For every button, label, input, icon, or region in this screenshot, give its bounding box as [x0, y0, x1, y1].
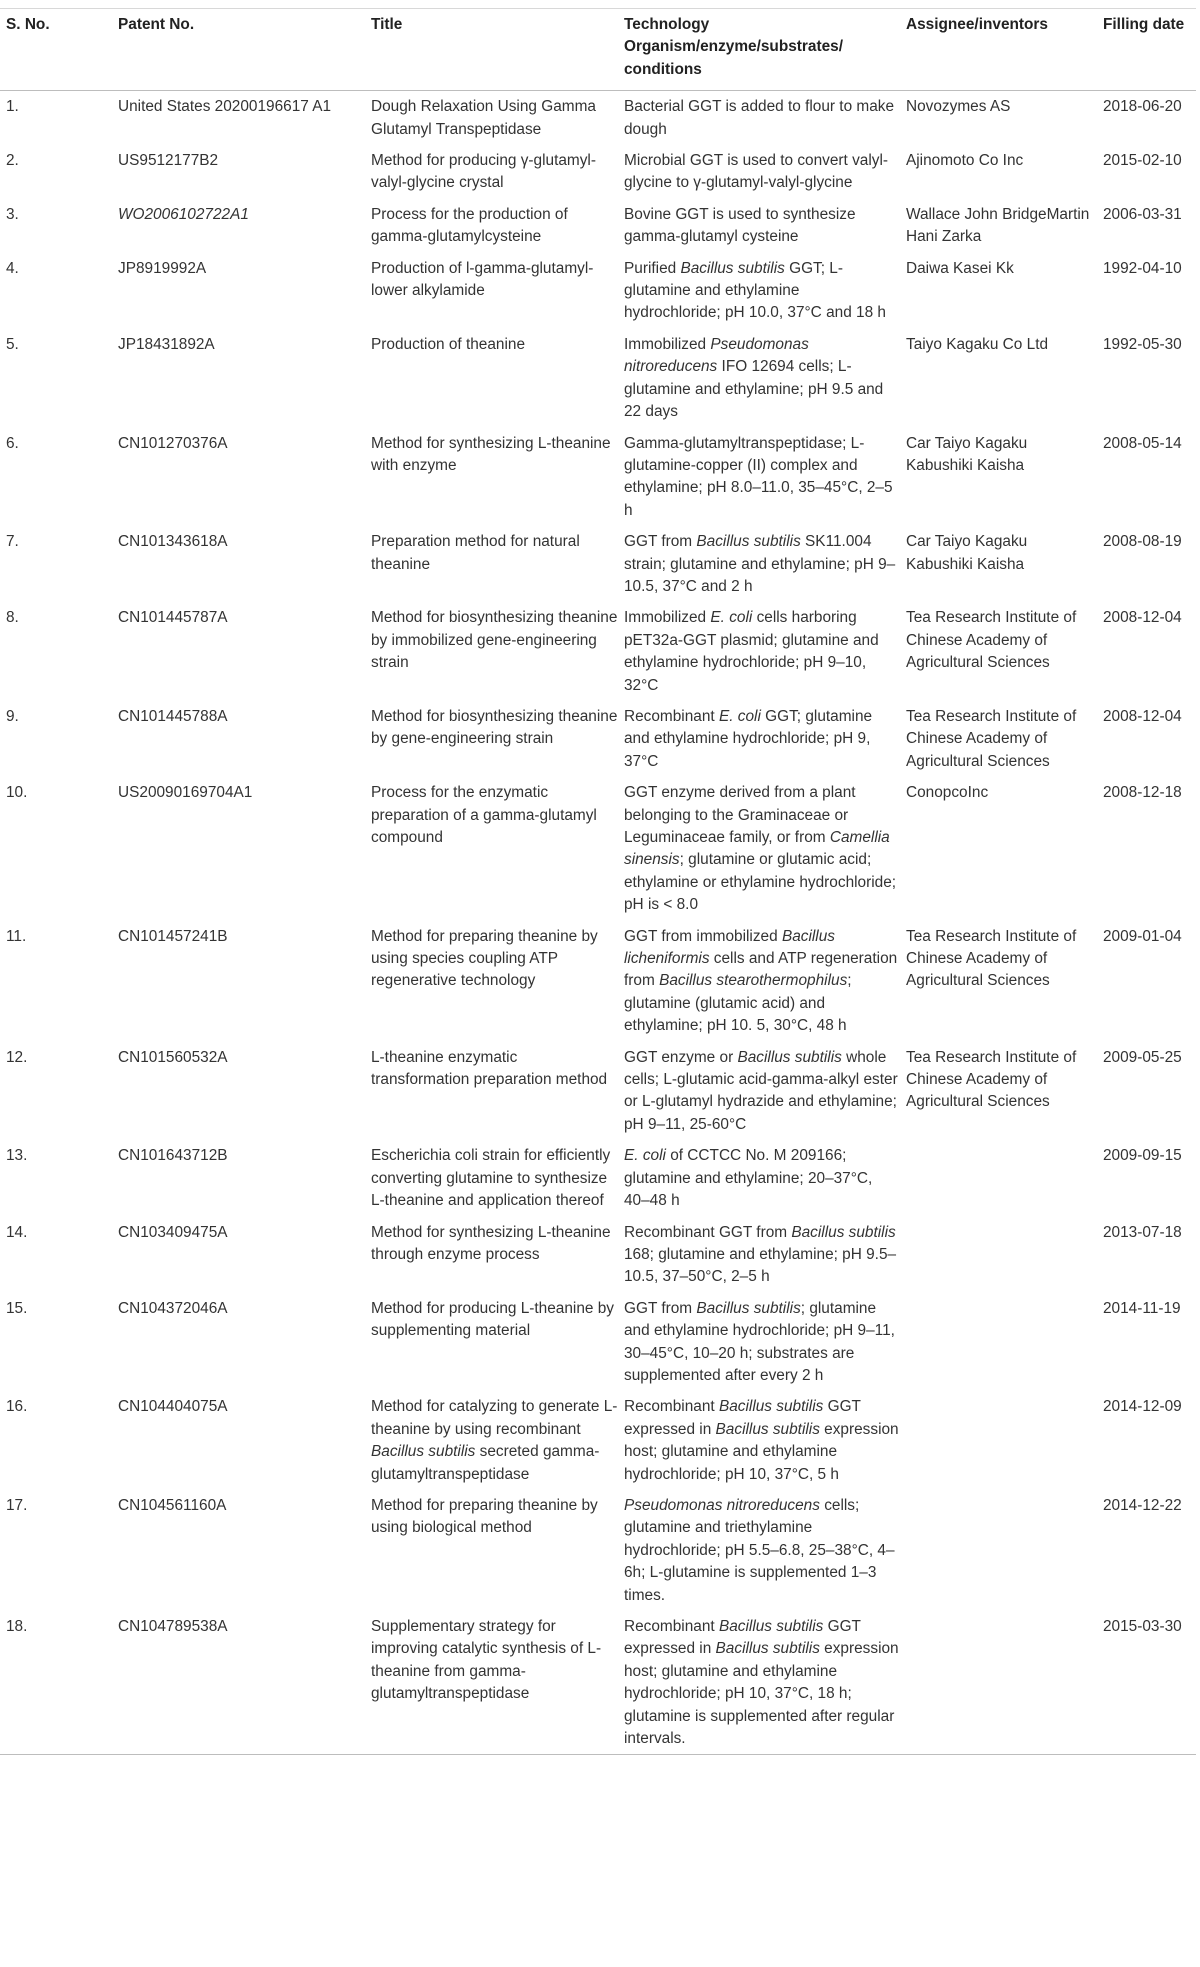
cell-serial-number: 12.: [6, 1048, 28, 1066]
table-row: [0, 526, 1196, 602]
cell-filling-date: 2006-03-31: [1103, 205, 1182, 223]
tech-text-segment: Bacillus subtilis: [680, 259, 785, 277]
table-row: [0, 921, 1196, 1042]
cell-technology: [618, 91, 900, 145]
cell-title: [365, 253, 618, 329]
table-row: [0, 1490, 1196, 1611]
title-text-segment: Method for preparing theanine by using biological method: [371, 1496, 598, 1537]
cell-technology: [618, 1490, 900, 1611]
cell-technology: [618, 1611, 900, 1755]
cell-title: [365, 602, 618, 701]
title-text-segment: Supplementary strategy for improving catalytic synthesis of L-theanine from gamma-glutamyltranspeptidase: [371, 1618, 602, 1703]
cell-title: [365, 1611, 618, 1755]
cell-patent-number: CN104789538A: [112, 1611, 365, 1755]
header-technology: Technology Organism/enzyme/substrates/ conditions: [618, 9, 900, 91]
tech-text-segment: Camellia sinensis: [624, 829, 890, 869]
table-row: [0, 253, 1196, 329]
table-row: [0, 1293, 1196, 1392]
table-row: [0, 428, 1196, 527]
cell-title: [365, 91, 618, 145]
cell-filling-date: 2018-06-20: [1103, 98, 1182, 116]
title-text-segment: Escherichia coli strain for efficiently converting glutamine to synthesize L-theanine and application thereof: [371, 1147, 611, 1210]
cell-filling-date: 2015-03-30: [1097, 1611, 1196, 1755]
tech-text-segment: cells; glutamine and triethylamine hydrochloride; pH 5.5–6.8, 25–38°C, 4–6h; L-glutamine is supplemented 1–3 times.: [624, 1496, 895, 1604]
cell-serial-number: 4.: [6, 259, 19, 277]
cell-assignee: Tea Research Institute of Chinese Academy of Agricultural Sciences: [906, 927, 1077, 990]
cell-patent-number: WO2006102722A1: [118, 205, 249, 223]
cell-title: [365, 1140, 618, 1216]
cell-patent-number: CN101445788A: [118, 707, 228, 725]
cell-serial-number: 7.: [6, 533, 19, 551]
cell-assignee: [900, 1140, 1097, 1216]
tech-text-segment: of CCTCC No. M 209166; glutamine and ethylamine; 20–37°C, 40–48 h: [624, 1147, 873, 1210]
title-text-segment: Method for producing L-theanine by supplementing material: [371, 1299, 614, 1340]
cell-patent-number: CN104404075A: [118, 1398, 228, 1416]
cell-technology: [618, 1391, 900, 1490]
title-text-segment: Process for the production of gamma-glutamylcysteine: [371, 205, 568, 246]
cell-filling-date: 2014-11-19: [1103, 1299, 1181, 1317]
cell-serial-number: 16.: [6, 1398, 28, 1416]
cell-assignee: Tea Research Institute of Chinese Academy of Agricultural Sciences: [906, 707, 1077, 770]
cell-filling-date: 2014-12-22: [1103, 1496, 1182, 1514]
cell-serial-number: 3.: [6, 205, 19, 223]
cell-technology: [618, 1293, 900, 1392]
cell-serial-number: 2.: [6, 152, 19, 170]
table-row: [0, 91, 1196, 145]
tech-text-segment: Bacillus subtilis: [791, 1223, 896, 1241]
cell-filling-date: 1992-04-10: [1103, 259, 1182, 277]
tech-text-segment: GGT from: [624, 1299, 697, 1317]
tech-text-segment: Pseudomonas nitroreducens: [624, 335, 809, 376]
cell-filling-date: 1992-05-30: [1103, 335, 1182, 353]
title-text-segment: Production of l-gamma-glutamyl-lower alkylamide: [371, 259, 594, 300]
tech-text-segment: GGT expressed in: [624, 1398, 861, 1438]
tech-text-segment: Bacillus subtilis: [696, 1299, 801, 1317]
cell-technology: [618, 1042, 900, 1141]
cell-filling-date: 2008-08-19: [1103, 533, 1182, 551]
cell-technology: [618, 777, 900, 920]
cell-title: [365, 777, 618, 920]
cell-technology: [618, 428, 900, 527]
cell-filling-date: 2009-09-15: [1103, 1147, 1182, 1165]
tech-text-segment: GGT; glutamine and ethylamine hydrochloride; pH 9, 37°C: [624, 707, 873, 770]
tech-text-segment: whole cells; L-glutamic acid-gamma-alkyl ester or L-glutamyl hydrazide and ethylamine; pH 9–11, 25-60°C: [624, 1048, 898, 1133]
cell-serial-number: 10.: [6, 784, 28, 802]
tech-text-segment: Bacillus subtilis: [696, 533, 801, 551]
cell-serial-number: 9.: [6, 707, 19, 725]
cell-filling-date: 2009-01-04: [1103, 927, 1182, 945]
tech-text-segment: Bacterial GGT is added to flour to make dough: [624, 98, 895, 138]
cell-assignee: [900, 1293, 1097, 1392]
tech-text-segment: Microbial GGT is used to convert valyl-glycine to γ-glutamyl-valyl-glycine: [624, 152, 889, 192]
cell-technology: [618, 1217, 900, 1293]
cell-serial-number: 5.: [6, 335, 19, 353]
cell-technology: [618, 199, 900, 253]
cell-patent-number: CN104561160A: [118, 1496, 227, 1514]
tech-text-segment: Recombinant: [624, 707, 719, 725]
patent-table: [0, 8, 1196, 1755]
tech-text-segment: E. coli: [710, 609, 753, 627]
title-text-segment: secreted gamma-glutamyltranspeptidase: [371, 1443, 600, 1483]
cell-filling-date: 2008-12-18: [1103, 784, 1182, 802]
title-text-segment: Method for synthesizing L-theanine through enzyme process: [371, 1223, 611, 1263]
cell-patent-number: JP8919992A: [118, 259, 207, 277]
cell-assignee: Taiyo Kagaku Co Ltd: [906, 335, 1049, 353]
header-title: Title: [365, 9, 618, 91]
header-row: [0, 9, 1196, 91]
cell-title: [365, 1391, 618, 1490]
tech-text-segment: Bacillus subtilis: [718, 1618, 824, 1635]
cell-serial-number: 17.: [6, 1496, 28, 1514]
cell-patent-number: CN101643712B: [118, 1147, 228, 1165]
tech-text-segment: cells harboring pET32a-GGT plasmid; glutamine and ethylamine hydrochloride; pH 9–10, 32°C: [624, 609, 879, 694]
table-row: [0, 199, 1196, 253]
cell-assignee: Daiwa Kasei Kk: [906, 259, 1014, 277]
cell-filling-date: 2008-12-04: [1103, 707, 1182, 725]
title-text-segment: Preparation method for natural theanine: [371, 533, 580, 573]
cell-title: [365, 199, 618, 253]
table-row: [0, 329, 1196, 428]
cell-filling-date: 2014-12-09: [1103, 1398, 1182, 1416]
tech-text-segment: Bacillus subtilis: [737, 1048, 842, 1066]
cell-patent-number: CN101270376A: [118, 434, 228, 452]
tech-text-segment: GGT expressed in: [624, 1618, 861, 1658]
title-text-segment: L-theanine enzymatic transformation preparation method: [371, 1048, 608, 1089]
title-text-segment: Method for catalyzing to generate L-theanine by using recombinant: [371, 1398, 618, 1438]
title-text-segment: Dough Relaxation Using Gamma Glutamyl Transpeptidase: [371, 98, 596, 138]
table-row: [0, 1042, 1196, 1141]
cell-title: [365, 526, 618, 602]
cell-serial-number: 1.: [6, 98, 19, 116]
tech-text-segment: 168; glutamine and ethylamine; pH 9.5–10.5, 37–50°C, 2–5 h: [624, 1245, 897, 1286]
cell-assignee: [900, 1217, 1097, 1293]
cell-technology: [618, 1140, 900, 1216]
cell-title: [365, 701, 618, 777]
tech-text-segment: Bacillus subtilis: [715, 1420, 820, 1438]
cell-assignee: Ajinomoto Co Inc: [906, 152, 1024, 170]
cell-filling-date: 2008-12-04: [1103, 609, 1182, 627]
cell-serial-number: 18.: [0, 1611, 112, 1755]
tech-text-segment: E. coli: [624, 1147, 666, 1165]
tech-text-segment: GGT from: [624, 533, 697, 551]
tech-text-segment: ; glutamine (glutamic acid) and ethylamine; pH 10. 5, 30°C, 48 h: [624, 972, 852, 1035]
cell-serial-number: 14.: [6, 1223, 28, 1241]
table-row: [0, 1140, 1196, 1216]
cell-title: [365, 329, 618, 428]
title-text-segment: Method for preparing theanine by using species coupling ATP regenerative technology: [371, 927, 598, 990]
cell-assignee: Tea Research Institute of Chinese Academy of Agricultural Sciences: [906, 609, 1077, 672]
table-row: [0, 701, 1196, 777]
tech-text-segment: Recombinant: [624, 1398, 719, 1416]
tech-text-segment: GGT enzyme derived from a plant belonging to the Graminaceae or Leguminaceae family, or from: [624, 784, 856, 846]
tech-text-segment: Recombinant GGT from: [624, 1223, 792, 1241]
title-text-segment: Process for the enzymatic preparation of a gamma-glutamyl compound: [371, 784, 597, 846]
cell-serial-number: 8.: [6, 609, 19, 627]
cell-technology: [618, 329, 900, 428]
tech-text-segment: Recombinant: [624, 1618, 719, 1635]
tech-text-segment: ; glutamine or glutamic acid; ethylamine or ethylamine hydrochloride; pH is < 8.0: [624, 851, 897, 914]
tech-text-segment: SK11.004 strain; glutamine and ethylamine; pH 9–10.5, 37°C and 2 h: [624, 533, 896, 595]
cell-serial-number: 15.: [6, 1299, 28, 1317]
cell-title: [365, 1042, 618, 1141]
cell-title: [365, 1490, 618, 1611]
cell-assignee: Car Taiyo Kagaku Kabushiki Kaisha: [906, 533, 1028, 573]
tech-text-segment: IFO 12694 cells; L-glutamine and ethylamine; pH 9.5 and 22 days: [624, 358, 884, 421]
cell-filling-date: 2008-05-14: [1103, 434, 1182, 452]
title-text-segment: Method for biosynthesizing theanine by gene-engineering strain: [371, 707, 618, 748]
table-body: [0, 91, 1196, 1755]
tech-text-segment: Gamma-glutamyltranspeptidase; L-glutamine-copper (II) complex and ethylamine; pH 8.0–11.0, 35–45°C, 2–5 h: [624, 434, 893, 519]
cell-serial-number: 6.: [6, 434, 19, 452]
cell-title: [365, 1217, 618, 1293]
tech-text-segment: expression host; glutamine and ethylamine hydrochloride; pH 10, 37°C, 18 h; glutamine is supplemented after regular intervals.: [624, 1640, 899, 1748]
header-patent-number: Patent No.: [112, 9, 365, 91]
tech-text-segment: Purified: [624, 259, 681, 277]
cell-title: [365, 145, 618, 199]
title-text-segment: Method for biosynthesizing theanine by immobilized gene-engineering strain: [371, 609, 618, 672]
cell-title: [365, 1293, 618, 1392]
cell-technology: [618, 921, 900, 1042]
title-text-segment: Method for producing γ-glutamyl-valyl-glycine crystal: [371, 152, 596, 192]
tech-text-segment: Pseudomonas nitroreducens: [624, 1496, 820, 1514]
tech-text-segment: Bacillus licheniformis: [624, 927, 835, 968]
table-row: [0, 1217, 1196, 1293]
tech-text-segment: Bacillus stearothermophilus: [659, 972, 848, 990]
cell-assignee: Novozymes AS: [906, 98, 1011, 116]
tech-text-segment: Bacillus subtilis: [718, 1398, 824, 1416]
cell-technology: [618, 602, 900, 701]
cell-patent-number: US9512177B2: [118, 152, 219, 170]
cell-technology: [618, 701, 900, 777]
cell-serial-number: 13.: [6, 1147, 28, 1165]
cell-patent-number: United States 20200196617 A1: [118, 98, 332, 116]
cell-title: [365, 921, 618, 1042]
cell-assignee: [900, 1490, 1097, 1611]
header-assignee: Assignee/inventors: [900, 9, 1097, 91]
cell-patent-number: US20090169704A1: [118, 784, 253, 802]
cell-assignee: [900, 1391, 1097, 1490]
title-text-segment: Bacillus subtilis: [371, 1443, 476, 1461]
cell-assignee: Tea Research Institute of Chinese Academy of Agricultural Sciences: [906, 1048, 1077, 1111]
tech-text-segment: Bacillus subtilis: [715, 1640, 820, 1658]
cell-patent-number: CN103409475A: [118, 1223, 228, 1241]
tech-text-segment: Bovine GGT is used to synthesize gamma-glutamyl cysteine: [624, 205, 856, 246]
tech-text-segment: Immobilized: [624, 609, 711, 627]
table-row: [0, 777, 1196, 920]
title-text-segment: Production of theanine: [371, 335, 526, 353]
tech-text-segment: GGT from immobilized: [624, 927, 782, 945]
table-row: [0, 602, 1196, 701]
cell-technology: [618, 253, 900, 329]
cell-filling-date: 2015-02-10: [1103, 152, 1182, 170]
cell-assignee: [900, 1611, 1097, 1755]
cell-technology: [618, 145, 900, 199]
cell-patent-number: CN101343618A: [118, 533, 228, 551]
cell-title: [365, 428, 618, 527]
tech-text-segment: Immobilized: [624, 335, 711, 353]
cell-patent-number: CN104372046A: [118, 1299, 228, 1317]
cell-patent-number: JP18431892A: [118, 335, 215, 353]
cell-technology: [618, 526, 900, 602]
tech-text-segment: cells and ATP regeneration from: [624, 950, 898, 990]
cell-assignee: Car Taiyo Kagaku Kabushiki Kaisha: [906, 434, 1028, 474]
cell-patent-number: CN101445787A: [118, 609, 228, 627]
title-text-segment: Method for synthesizing L-theanine with enzyme: [371, 434, 611, 474]
cell-serial-number: 11.: [6, 927, 27, 945]
tech-text-segment: GGT enzyme or: [624, 1048, 738, 1066]
table-row: [0, 1391, 1196, 1490]
tech-text-segment: GGT; L-glutamine and ethylamine hydrochloride; pH 10.0, 37°C and 18 h: [624, 259, 886, 322]
cell-patent-number: CN101560532A: [118, 1048, 228, 1066]
header-serial-number: S. No.: [0, 9, 112, 91]
tech-text-segment: ; glutamine and ethylamine hydrochloride; pH 9–11, 30–45°C, 10–20 h; substrates are supplemented after every 2 h: [624, 1299, 895, 1384]
table-row: [0, 1611, 1196, 1755]
cell-patent-number: CN101457241B: [118, 927, 228, 945]
table-row: [0, 145, 1196, 199]
cell-assignee: Wallace John BridgeMartin Hani Zarka: [906, 205, 1090, 246]
cell-filling-date: 2013-07-18: [1103, 1223, 1182, 1241]
cell-assignee: ConopcoInc: [906, 784, 989, 802]
tech-text-segment: E. coli: [718, 707, 761, 725]
cell-filling-date: 2009-05-25: [1103, 1048, 1182, 1066]
tech-text-segment: expression host; glutamine and ethylamine hydrochloride; pH 10, 37°C, 5 h: [624, 1420, 899, 1483]
header-filling-date: Filling date: [1097, 9, 1196, 91]
